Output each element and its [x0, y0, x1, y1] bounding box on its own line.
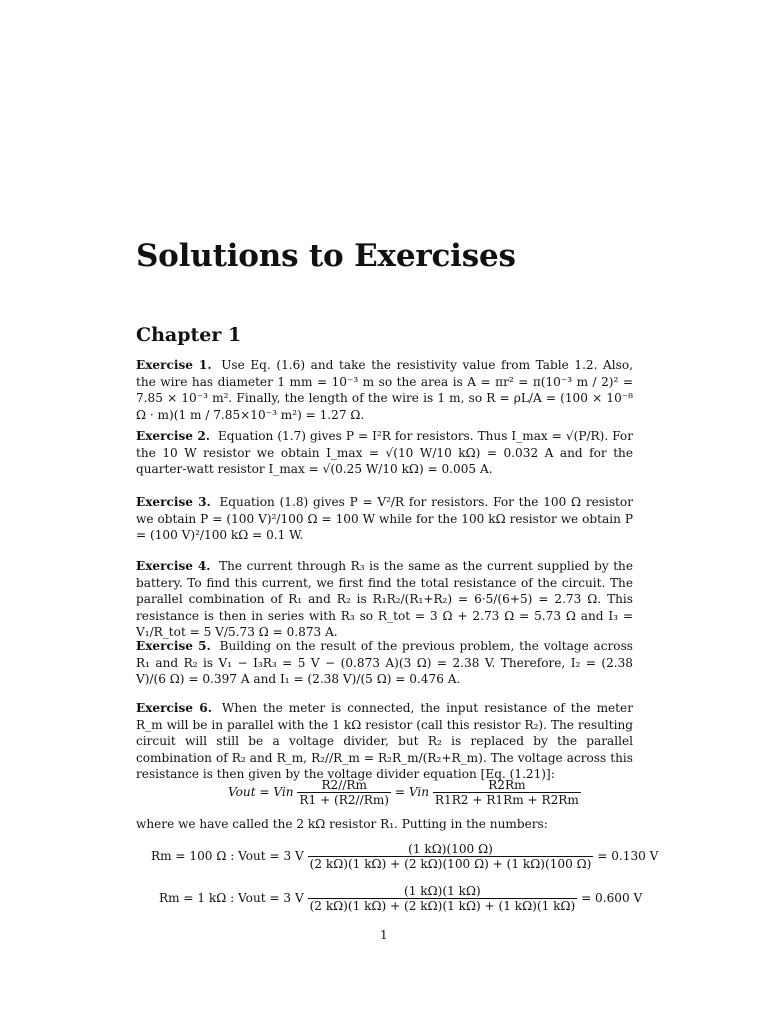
calc-row-1 — [151, 842, 658, 871]
fraction-numerator: (1 kΩ)(1 kΩ) — [404, 884, 481, 898]
exercise-6 — [136, 700, 633, 783]
fraction-denominator: (2 kΩ)(1 kΩ) + (2 kΩ)(100 Ω) + (1 kΩ)(100 Ω) — [309, 857, 592, 871]
calc-result: = 0.600 V — [581, 891, 643, 905]
equation-fraction — [297, 778, 391, 807]
exercise-label: Exercise 4. — [136, 559, 211, 573]
exercise-text: Building on the result of the previous problem, the voltage across R₁ and R₂ is V₁ − I₃R₃ = 5 V − (0.873 A)(3 Ω) = 2.38 V. Therefore, I₂ = (2.38 V)/(6 Ω) = 0.397 A and I₁ = (2.38 V)/(5 Ω) = 0.476 A. — [136, 639, 633, 686]
after-equation-text: where we have called the 2 kΩ resistor R₁. Putting in the numbers: — [136, 817, 548, 831]
fraction-denominator: R1R2 + R1Rm + R2Rm — [434, 793, 579, 807]
fraction-denominator: (2 kΩ)(1 kΩ) + (2 kΩ)(1 kΩ) + (1 kΩ)(1 kΩ) — [309, 899, 576, 913]
exercise-label: Exercise 2. — [136, 429, 210, 443]
exercise-label: Exercise 3. — [136, 495, 211, 509]
exercise-text: The current through R₃ is the same as the current supplied by the battery. To find this current, we first find the total resistance of the circuit. The parallel combination of R₁ and R₂ is R₁R₂/(R₁+R₂) = 6·5/(6+5) = 2.73 Ω. This resistance is then in series with R₃ so R_tot = 3 Ω + 2.73 Ω = 5.73 Ω and I₃ = V₁/R_tot = 5 V/5.73 Ω = 0.873 A. — [136, 559, 634, 639]
exercise-label: Exercise 1. — [136, 358, 212, 372]
page-number: 1 — [380, 928, 388, 942]
exercise-label: Exercise 6. — [136, 701, 212, 715]
exercise-label: Exercise 5. — [136, 639, 211, 653]
equation-fraction — [433, 778, 581, 807]
exercise-text: Equation (1.8) gives P = V²/R for resistors. For the 100 Ω resistor we obtain P = (100 V)²/100 Ω = 100 W while for the 100 kΩ resistor we obtain P = (100 V)²/100 kΩ = 0.1 W. — [136, 495, 633, 542]
equation-lhs: Vout = Vin — [228, 785, 294, 799]
page-title: Solutions to Exercises — [136, 238, 516, 274]
exercise-text: Equation (1.7) gives P = I²R for resistors. Thus I_max = √(P/R). For the 10 W resistor we obtain I_max = √(10 W/10 kΩ) = 0.032 A and for the quarter-watt resistor I_max = √(0.25 W/10 kΩ) = 0.005 A. — [136, 429, 633, 476]
calc-result: = 0.130 V — [597, 849, 659, 863]
exercise-3 — [136, 494, 633, 544]
fraction-denominator: R1 + (R2//Rm) — [299, 793, 390, 807]
equation-mid: = Vin — [394, 785, 430, 799]
exercise-4 — [136, 558, 633, 641]
fraction-numerator: (1 kΩ)(100 Ω) — [408, 842, 493, 856]
fraction-numerator: R2Rm — [488, 778, 526, 792]
calc-lhs: Rm = 100 Ω : Vout = 3 V — [151, 849, 304, 863]
exercise-5 — [136, 638, 633, 688]
exercise-text: When the meter is connected, the input resistance of the meter R_m will be in parallel with the 1 kΩ resistor (call this resistor R₂). The resulting circuit will still be a voltage divider, but R₂ is replaced by the parallel combination of R₂ and R_m, R₂//R_m = R₂R_m/(R₂+R_m). The voltage across this resistance is then given by the voltage divider equation [Eq. (1.21)]: — [136, 701, 633, 781]
calc-row-2 — [159, 884, 642, 913]
calc-lhs: Rm = 1 kΩ : Vout = 3 V — [159, 891, 304, 905]
voltage-divider-equation — [228, 778, 581, 807]
calc-fraction — [308, 842, 594, 871]
exercise-1 — [136, 357, 633, 423]
calc-fraction — [308, 884, 578, 913]
exercise-text: Use Eq. (1.6) and take the resistivity value from Table 1.2. Also, the wire has diameter 1 mm = 10⁻³ m so the area is A = πr² = π(10⁻³ m / 2)² = 7.85 × 10⁻³ m². Finally, the length of the wire is 1 m, so R = ρL/A = (100 × 10⁻⁸ Ω · m)(1 m / 7.85×10⁻³ m²) = 1.27 Ω. — [136, 358, 633, 422]
fraction-numerator: R2//Rm — [321, 778, 367, 792]
chapter-heading: Chapter 1 — [136, 324, 242, 346]
exercise-2 — [136, 428, 633, 478]
